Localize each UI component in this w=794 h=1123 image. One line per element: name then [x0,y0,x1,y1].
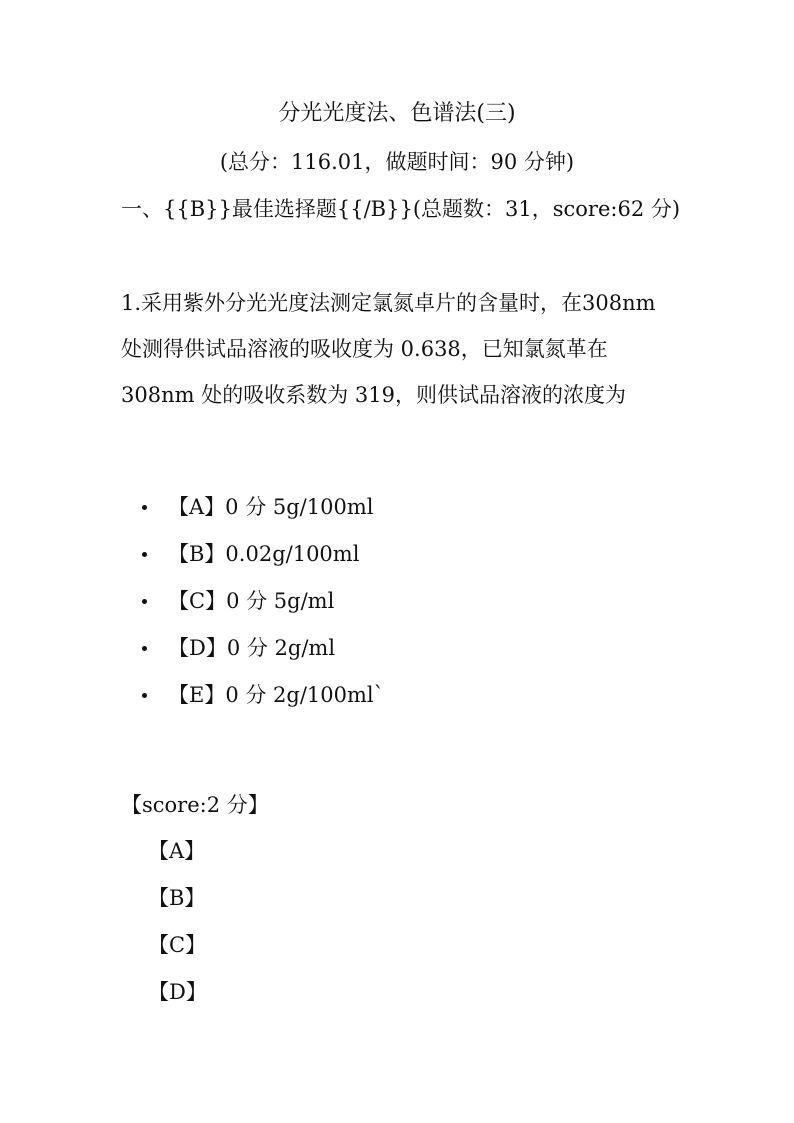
bullet-icon [142,646,147,651]
option-d [140,625,384,672]
option-e [140,672,384,719]
option-label: 【D】0 分 2g/ml [168,636,336,660]
answer-a: 【A】 [148,839,206,863]
option-list [140,484,384,719]
section-heading: 一、{{B}}最佳选择题{{/B}}(总题数：31，score:62 分) [121,197,681,221]
answer-b: 【B】 [148,886,206,910]
option-label: 【C】0 分 5g/ml [168,589,335,613]
option-label: 【B】0.02g/100ml [168,542,360,566]
answer-d: 【D】 [148,980,207,1004]
option-label: 【A】0 分 5g/100ml [168,495,374,519]
score-label: 【score:2 分】 [121,793,269,817]
bullet-icon [142,599,147,604]
option-c [140,578,384,625]
document-title: 分光光度法、色谱法(三) [278,101,516,126]
option-label: 【E】0 分 2g/100ml` [168,683,385,707]
question-text: 1.采用紫外分光光度法测定氯氮卓片的含量时，在308nm 处测得供试品溶液的吸收度为 0.638，已知氯氮革在 308nm 处的吸收系数为 319，则供试品溶液的浓度为 [121,291,656,407]
bullet-icon [142,693,147,698]
document-subtitle: (总分：116.01，做题时间：90 分钟) [219,150,575,174]
option-a [140,484,384,531]
option-b [140,531,384,578]
bullet-icon [142,505,147,510]
bullet-icon [142,552,147,557]
answer-list [148,828,207,1016]
answer-c: 【C】 [148,933,207,957]
